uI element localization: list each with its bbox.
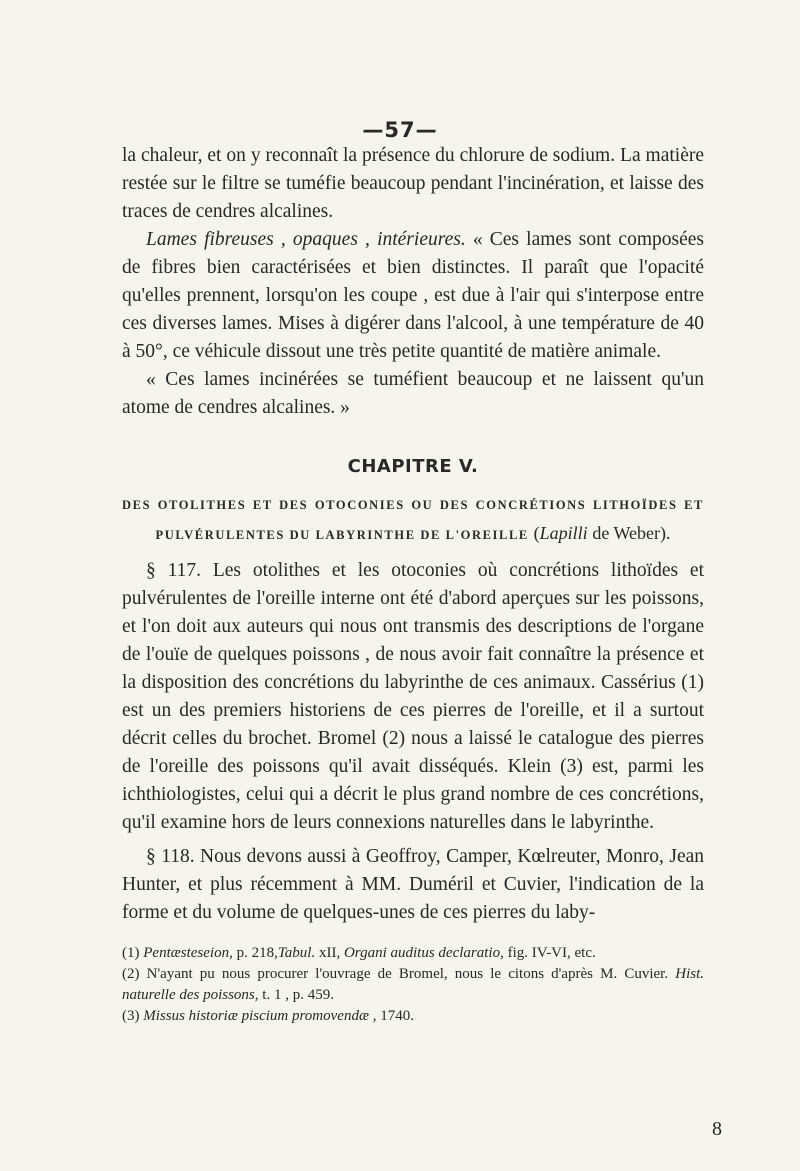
footnote-3-title: Missus historiæ piscium promovendæ , [143, 1008, 377, 1024]
footnote-1-plate: xII, [315, 945, 341, 961]
footnote-3 [122, 1006, 704, 1027]
paragraph-text: « Ces lames sont composées de fibres bien caractérisées et bien distinctes. Il paraît que l'opacité qu'elles prennent, lorsqu'on les coupe , est due à l'air qui s'interpose entre ces diverses lames. Mises à digérer dans l'alcool, à une température de 40 à 50°, ce véhicule dissout une très petite quantité de matière animale. [122, 229, 704, 362]
paragraph-heading: Lames fibreuses , opaques , intérieures. [146, 229, 466, 250]
paragraph-continuation: la chaleur, et on y reconnaît la présence du chlorure de sodium. La matière restée sur le filtre se tuméfie beaucoup pendant l'incinération, et laisse des traces de cendres alcalines. [122, 145, 704, 222]
footnote-3-year: 1740. [376, 1008, 414, 1024]
footnotes [122, 943, 704, 1027]
footnote-1 [122, 943, 704, 964]
chapter-subtitle-end: de Weber). [592, 523, 671, 543]
section-117: § 117. Les otolithes et les otoconies où concrétions lithoïdes et pulvérulentes de l'oreille interne ont été d'abord aperçues sur les poissons, et l'on doit aux auteurs qui nous ont transmis des descriptions de l'organe de l'ouïe de quelques poissons , de nous avoir fait connaître la présence et la disposition des concrétions du labyrinthe de ces animaux. Cassérius (1) est un des premiers historiens de ces pierres de l'oreille, et il a surtout décrit celles du brochet. Bromel (2) nous a laissé le catalogue des pierres de l'oreille des poissons qu'il avait disséqués. Klein (3) est, parmi les ichthiologistes, celui qui a décrit le plus grand nombre de ces concrétions, qu'il examine hors de leurs connexions naturelles dans le labyrinthe. [122, 560, 704, 833]
footnote-1-page: p. 218, [232, 945, 278, 961]
paragraph-incinerated: « Ces lames incinérées se tuméfient beaucoup et ne laissent qu'un atome de cendres alcalines. » [122, 369, 704, 418]
footnote-2-title: Hist. naturelle des poissons, [122, 966, 705, 1003]
footnote-2 [122, 964, 704, 1006]
page-body [122, 142, 704, 1027]
chapter-subtitle-italic: Lapilli [539, 523, 588, 543]
footnote-2-ref: t. 1 , p. 459. [258, 987, 334, 1003]
footnote-1-figs: fig. IV-VI, etc. [503, 945, 596, 961]
footnote-1-number: (1) [122, 945, 140, 961]
chapter-subtitle: DES OTOLITHES ET DES OTOCONIES OU DES CONCRÉTIONS LITHOÏDES ET PULVÉRULENTES DU LABYRINTHE DE L'OREILLE (Lapilli de Weber). [122, 498, 704, 543]
footnote-1-work: Organi auditus declaratio, [343, 945, 504, 961]
paragraph-fibrous-plates [122, 226, 704, 366]
section-118: § 118. Nous devons aussi à Geoffroy, Camper, Kœlreuter, Monro, Jean Hunter, et plus récemment à MM. Duméril et Cuvier, l'indication de la forme et du volume de quelques-unes de ces pierres du laby- [122, 846, 704, 923]
footnote-2-text: (2) N'ayant pu nous procurer l'ouvrage de Bromel, nous le citons d'après M. Cuvier. [122, 966, 669, 982]
signature-mark: 8 [712, 1118, 722, 1140]
footnote-1-title: Pentæsteseion, [143, 945, 233, 961]
page-number: —57— [362, 118, 438, 142]
footnote-1-tabul: Tabul. [277, 945, 316, 961]
chapter-title: CHAPITRE V. [347, 456, 479, 477]
chapter-subtitle-caps: DES OTOLITHES ET DES OTOCONIES OU DES CONCRÉTIONS LITHOÏDES ET PULVÉRULENTES DU LABYRINTHE DE L'OREILLE [122, 498, 704, 542]
footnote-3-number: (3) [122, 1008, 140, 1024]
